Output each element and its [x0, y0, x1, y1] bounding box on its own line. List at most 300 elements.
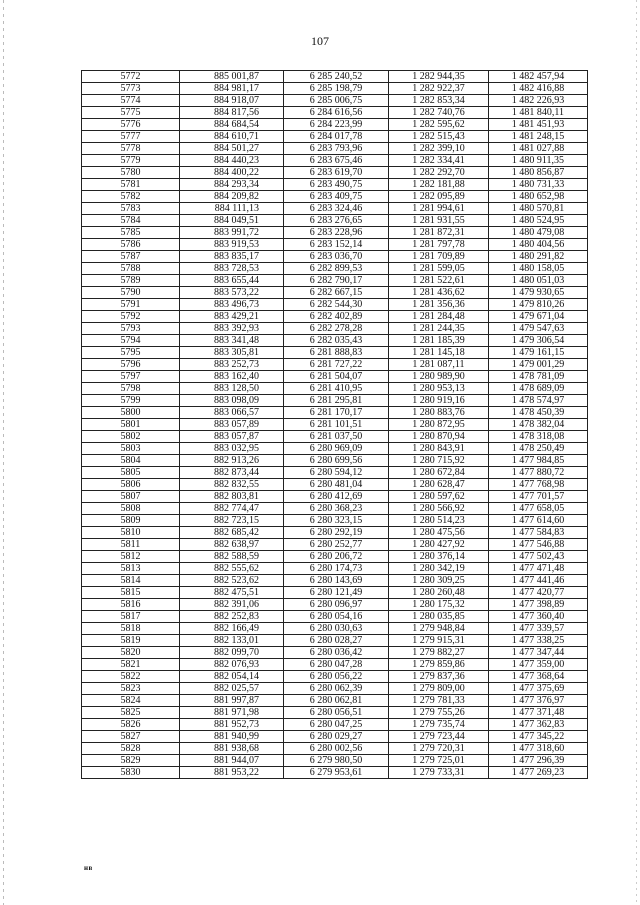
coord-y2-cell: 1 477 296,39 — [489, 755, 588, 767]
point-number-cell: 5824 — [82, 695, 180, 707]
table-row — [82, 383, 588, 395]
coord-y-cell: 6 285 240,52 — [284, 71, 389, 83]
coord-y2-cell: 1 481 840,11 — [489, 107, 588, 119]
coord-y-cell: 6 281 888,83 — [284, 347, 389, 359]
coord-x2-cell: 1 280 715,92 — [389, 455, 489, 467]
coord-x2-cell: 1 280 260,48 — [389, 587, 489, 599]
point-number-cell: 5791 — [82, 299, 180, 311]
coord-y2-cell: 1 477 880,72 — [489, 467, 588, 479]
coord-x2-cell: 1 281 284,48 — [389, 311, 489, 323]
coord-x-cell: 884 610,71 — [180, 131, 284, 143]
coord-y-cell: 6 280 412,69 — [284, 491, 389, 503]
coord-y2-cell: 1 477 375,69 — [489, 683, 588, 695]
table-row — [82, 431, 588, 443]
coord-x2-cell: 1 280 342,19 — [389, 563, 489, 575]
table-row — [82, 419, 588, 431]
point-number-cell: 5802 — [82, 431, 180, 443]
point-number-cell: 5773 — [82, 83, 180, 95]
point-number-cell: 5810 — [82, 527, 180, 539]
coord-y2-cell: 1 477 318,60 — [489, 743, 588, 755]
point-number-cell: 5792 — [82, 311, 180, 323]
coord-y-cell: 6 280 002,56 — [284, 743, 389, 755]
point-number-cell: 5789 — [82, 275, 180, 287]
coord-y2-cell: 1 477 269,23 — [489, 767, 588, 779]
coord-x-cell: 883 496,73 — [180, 299, 284, 311]
coord-y-cell: 6 279 953,61 — [284, 767, 389, 779]
coord-y2-cell: 1 478 318,08 — [489, 431, 588, 443]
coord-x-cell: 882 555,62 — [180, 563, 284, 575]
coord-y2-cell: 1 478 781,09 — [489, 371, 588, 383]
point-number-cell: 5813 — [82, 563, 180, 575]
table-row — [82, 143, 588, 155]
coord-y-cell: 6 280 969,09 — [284, 443, 389, 455]
coord-y-cell: 6 280 143,69 — [284, 575, 389, 587]
coord-x2-cell: 1 281 797,78 — [389, 239, 489, 251]
point-number-cell: 5818 — [82, 623, 180, 635]
table-row — [82, 311, 588, 323]
table-row — [82, 503, 588, 515]
coord-x2-cell: 1 282 740,76 — [389, 107, 489, 119]
coord-y-cell: 6 283 276,65 — [284, 215, 389, 227]
coord-x2-cell: 1 280 514,23 — [389, 515, 489, 527]
coord-y2-cell: 1 477 984,85 — [489, 455, 588, 467]
coord-x-cell: 881 952,73 — [180, 719, 284, 731]
table-row — [82, 83, 588, 95]
coord-x-cell: 882 076,93 — [180, 659, 284, 671]
coord-y2-cell: 1 477 471,48 — [489, 563, 588, 575]
point-number-cell: 5787 — [82, 251, 180, 263]
table-row — [82, 203, 588, 215]
point-number-cell: 5807 — [82, 491, 180, 503]
table-row — [82, 719, 588, 731]
coord-x2-cell: 1 281 931,55 — [389, 215, 489, 227]
point-number-cell: 5812 — [82, 551, 180, 563]
table-row — [82, 95, 588, 107]
coord-y2-cell: 1 477 362,83 — [489, 719, 588, 731]
point-number-cell: 5822 — [82, 671, 180, 683]
point-number-cell: 5829 — [82, 755, 180, 767]
coord-y-cell: 6 280 252,77 — [284, 539, 389, 551]
coord-y-cell: 6 280 699,56 — [284, 455, 389, 467]
coord-x-cell: 882 099,70 — [180, 647, 284, 659]
table-row — [82, 371, 588, 383]
point-number-cell: 5821 — [82, 659, 180, 671]
coord-x2-cell: 1 279 735,74 — [389, 719, 489, 731]
point-number-cell: 5811 — [82, 539, 180, 551]
page-number: 107 — [311, 34, 329, 48]
coord-x2-cell: 1 280 175,32 — [389, 599, 489, 611]
coord-y2-cell: 1 477 420,77 — [489, 587, 588, 599]
coord-y2-cell: 1 477 345,22 — [489, 731, 588, 743]
coord-y2-cell: 1 479 161,15 — [489, 347, 588, 359]
point-number-cell: 5826 — [82, 719, 180, 731]
coord-x2-cell: 1 282 595,62 — [389, 119, 489, 131]
table-row — [82, 479, 588, 491]
coord-x-cell: 883 392,93 — [180, 323, 284, 335]
coord-y-cell: 6 283 793,96 — [284, 143, 389, 155]
coord-y2-cell: 1 477 338,25 — [489, 635, 588, 647]
table-row — [82, 635, 588, 647]
point-number-cell: 5814 — [82, 575, 180, 587]
coord-y2-cell: 1 480 404,56 — [489, 239, 588, 251]
coord-y-cell: 6 282 402,89 — [284, 311, 389, 323]
coord-y2-cell: 1 481 451,93 — [489, 119, 588, 131]
coord-y2-cell: 1 477 376,97 — [489, 695, 588, 707]
coord-x2-cell: 1 281 356,36 — [389, 299, 489, 311]
point-number-cell: 5772 — [82, 71, 180, 83]
coord-x2-cell: 1 279 859,86 — [389, 659, 489, 671]
coord-x-cell: 885 001,87 — [180, 71, 284, 83]
table-row — [82, 359, 588, 371]
point-number-cell: 5798 — [82, 383, 180, 395]
point-number-cell: 5815 — [82, 587, 180, 599]
table-row — [82, 335, 588, 347]
coord-x-cell: 882 252,83 — [180, 611, 284, 623]
coord-x-cell: 884 293,34 — [180, 179, 284, 191]
coord-x-cell: 883 057,89 — [180, 419, 284, 431]
coord-y2-cell: 1 480 524,95 — [489, 215, 588, 227]
table-row — [82, 443, 588, 455]
coord-x2-cell: 1 281 522,61 — [389, 275, 489, 287]
coord-x2-cell: 1 282 515,43 — [389, 131, 489, 143]
coord-x2-cell: 1 282 944,35 — [389, 71, 489, 83]
coord-y2-cell: 1 477 347,44 — [489, 647, 588, 659]
coord-y-cell: 6 280 056,51 — [284, 707, 389, 719]
table-row — [82, 227, 588, 239]
coord-y-cell: 6 281 410,95 — [284, 383, 389, 395]
coord-y2-cell: 1 481 027,88 — [489, 143, 588, 155]
coord-y2-cell: 1 478 450,39 — [489, 407, 588, 419]
table-row — [82, 275, 588, 287]
coord-y-cell: 6 280 056,22 — [284, 671, 389, 683]
table-row — [82, 155, 588, 167]
coord-x2-cell: 1 280 953,13 — [389, 383, 489, 395]
coord-x2-cell: 1 279 781,33 — [389, 695, 489, 707]
table-row — [82, 167, 588, 179]
coord-y2-cell: 1 480 051,03 — [489, 275, 588, 287]
coord-x2-cell: 1 282 399,10 — [389, 143, 489, 155]
coord-y-cell: 6 281 504,07 — [284, 371, 389, 383]
point-number-cell: 5803 — [82, 443, 180, 455]
coord-y-cell: 6 280 481,04 — [284, 479, 389, 491]
coord-y-cell: 6 284 616,56 — [284, 107, 389, 119]
coord-y-cell: 6 280 323,15 — [284, 515, 389, 527]
point-number-cell: 5806 — [82, 479, 180, 491]
coord-y-cell: 6 283 152,14 — [284, 239, 389, 251]
coord-x-cell: 882 166,49 — [180, 623, 284, 635]
coord-y-cell: 6 282 544,30 — [284, 299, 389, 311]
coord-x-cell: 884 209,82 — [180, 191, 284, 203]
coord-x-cell: 883 341,48 — [180, 335, 284, 347]
point-number-cell: 5820 — [82, 647, 180, 659]
table-row — [82, 107, 588, 119]
coord-x2-cell: 1 280 883,76 — [389, 407, 489, 419]
point-number-cell: 5782 — [82, 191, 180, 203]
coord-y2-cell: 1 478 382,04 — [489, 419, 588, 431]
coord-x-cell: 883 655,44 — [180, 275, 284, 287]
coord-y-cell: 6 280 047,25 — [284, 719, 389, 731]
coord-x-cell: 882 391,06 — [180, 599, 284, 611]
table-row — [82, 407, 588, 419]
coord-y2-cell: 1 479 547,63 — [489, 323, 588, 335]
coord-x-cell: 883 252,73 — [180, 359, 284, 371]
coord-x-cell: 882 054,14 — [180, 671, 284, 683]
coord-y-cell: 6 283 324,46 — [284, 203, 389, 215]
coord-y2-cell: 1 477 768,98 — [489, 479, 588, 491]
coord-x-cell: 883 728,53 — [180, 263, 284, 275]
coord-x2-cell: 1 279 948,84 — [389, 623, 489, 635]
table-row — [82, 287, 588, 299]
point-number-cell: 5781 — [82, 179, 180, 191]
point-number-cell: 5794 — [82, 335, 180, 347]
coord-x-cell: 882 774,47 — [180, 503, 284, 515]
coord-y-cell: 6 280 594,12 — [284, 467, 389, 479]
coord-y-cell: 6 280 292,19 — [284, 527, 389, 539]
table-row — [82, 455, 588, 467]
point-number-cell: 5819 — [82, 635, 180, 647]
coord-y-cell: 6 284 223,99 — [284, 119, 389, 131]
coord-y2-cell: 1 477 360,40 — [489, 611, 588, 623]
coord-y-cell: 6 280 036,42 — [284, 647, 389, 659]
table-row — [82, 587, 588, 599]
point-number-cell: 5828 — [82, 743, 180, 755]
table-row — [82, 695, 588, 707]
coord-x2-cell: 1 279 882,27 — [389, 647, 489, 659]
coord-x-cell: 883 066,57 — [180, 407, 284, 419]
coord-x2-cell: 1 280 628,47 — [389, 479, 489, 491]
point-number-cell: 5797 — [82, 371, 180, 383]
coord-y-cell: 6 283 228,96 — [284, 227, 389, 239]
table-row — [82, 623, 588, 635]
coord-y2-cell: 1 480 158,05 — [489, 263, 588, 275]
coord-x-cell: 882 475,51 — [180, 587, 284, 599]
coordinates-table — [81, 70, 588, 779]
coord-x2-cell: 1 282 853,34 — [389, 95, 489, 107]
coord-y-cell: 6 281 170,17 — [284, 407, 389, 419]
coord-x2-cell: 1 280 566,92 — [389, 503, 489, 515]
point-number-cell: 5817 — [82, 611, 180, 623]
point-number-cell: 5809 — [82, 515, 180, 527]
coord-y-cell: 6 282 035,43 — [284, 335, 389, 347]
coord-y2-cell: 1 478 574,97 — [489, 395, 588, 407]
coord-x2-cell: 1 279 837,36 — [389, 671, 489, 683]
coord-x-cell: 883 162,40 — [180, 371, 284, 383]
coord-y-cell: 6 283 490,75 — [284, 179, 389, 191]
coord-x-cell: 882 523,62 — [180, 575, 284, 587]
table-row — [82, 575, 588, 587]
coord-y2-cell: 1 477 371,48 — [489, 707, 588, 719]
coord-x2-cell: 1 281 872,31 — [389, 227, 489, 239]
table-row — [82, 215, 588, 227]
coord-x-cell: 883 991,72 — [180, 227, 284, 239]
coord-x2-cell: 1 281 244,35 — [389, 323, 489, 335]
coord-y-cell: 6 282 790,17 — [284, 275, 389, 287]
coord-x2-cell: 1 280 475,56 — [389, 527, 489, 539]
coord-y2-cell: 1 479 306,54 — [489, 335, 588, 347]
coord-x2-cell: 1 281 709,89 — [389, 251, 489, 263]
scan-edge-right — [636, 0, 637, 905]
coord-x2-cell: 1 281 436,62 — [389, 287, 489, 299]
coord-y-cell: 6 280 054,16 — [284, 611, 389, 623]
coord-x2-cell: 1 281 185,39 — [389, 335, 489, 347]
table-row — [82, 551, 588, 563]
coord-y2-cell: 1 477 398,89 — [489, 599, 588, 611]
coord-y2-cell: 1 479 930,65 — [489, 287, 588, 299]
coord-x-cell: 882 025,57 — [180, 683, 284, 695]
coord-y-cell: 6 282 899,53 — [284, 263, 389, 275]
coord-x2-cell: 1 279 720,31 — [389, 743, 489, 755]
table-row — [82, 671, 588, 683]
table-row — [82, 347, 588, 359]
coord-y2-cell: 1 477 658,05 — [489, 503, 588, 515]
coord-x-cell: 883 032,95 — [180, 443, 284, 455]
coord-y2-cell: 1 482 457,94 — [489, 71, 588, 83]
point-number-cell: 5779 — [82, 155, 180, 167]
table-row — [82, 731, 588, 743]
table-row — [82, 119, 588, 131]
table-row — [82, 647, 588, 659]
coord-y-cell: 6 280 029,27 — [284, 731, 389, 743]
coord-y-cell: 6 280 047,28 — [284, 659, 389, 671]
table-row — [82, 659, 588, 671]
coord-y-cell: 6 280 368,23 — [284, 503, 389, 515]
coord-x-cell: 881 940,99 — [180, 731, 284, 743]
coord-x-cell: 882 913,26 — [180, 455, 284, 467]
coord-x-cell: 884 400,22 — [180, 167, 284, 179]
coord-x2-cell: 1 280 872,95 — [389, 419, 489, 431]
table-row — [82, 131, 588, 143]
coord-y-cell: 6 281 037,50 — [284, 431, 389, 443]
point-number-cell: 5776 — [82, 119, 180, 131]
coord-x-cell: 884 817,56 — [180, 107, 284, 119]
coord-y2-cell: 1 477 502,43 — [489, 551, 588, 563]
coord-x-cell: 881 997,87 — [180, 695, 284, 707]
point-number-cell: 5784 — [82, 215, 180, 227]
coord-x-cell: 882 873,44 — [180, 467, 284, 479]
coord-x-cell: 884 918,07 — [180, 95, 284, 107]
table-row — [82, 263, 588, 275]
point-number-cell: 5808 — [82, 503, 180, 515]
coord-x-cell: 883 919,53 — [180, 239, 284, 251]
coord-y2-cell: 1 480 570,81 — [489, 203, 588, 215]
point-number-cell: 5790 — [82, 287, 180, 299]
point-number-cell: 5825 — [82, 707, 180, 719]
coord-y-cell: 6 280 174,73 — [284, 563, 389, 575]
coord-y2-cell: 1 478 250,49 — [489, 443, 588, 455]
coord-y-cell: 6 281 101,51 — [284, 419, 389, 431]
coord-x2-cell: 1 282 292,70 — [389, 167, 489, 179]
coordinates-table-body — [82, 71, 588, 779]
coord-x2-cell: 1 282 922,37 — [389, 83, 489, 95]
footer-mark: нв — [84, 864, 93, 872]
coord-x-cell: 881 944,07 — [180, 755, 284, 767]
point-number-cell: 5830 — [82, 767, 180, 779]
coord-x-cell: 883 098,09 — [180, 395, 284, 407]
table-row — [82, 539, 588, 551]
coord-x-cell: 884 111,13 — [180, 203, 284, 215]
coord-x-cell: 884 501,27 — [180, 143, 284, 155]
coord-x2-cell: 1 280 870,94 — [389, 431, 489, 443]
coord-y-cell: 6 283 675,46 — [284, 155, 389, 167]
point-number-cell: 5799 — [82, 395, 180, 407]
coord-x-cell: 882 723,15 — [180, 515, 284, 527]
table-row — [82, 239, 588, 251]
coord-y2-cell: 1 482 226,93 — [489, 95, 588, 107]
table-row — [82, 395, 588, 407]
coord-y-cell: 6 280 030,63 — [284, 623, 389, 635]
coord-x2-cell: 1 281 087,11 — [389, 359, 489, 371]
coord-x-cell: 883 573,22 — [180, 287, 284, 299]
coord-x2-cell: 1 280 427,92 — [389, 539, 489, 551]
point-number-cell: 5778 — [82, 143, 180, 155]
coord-x2-cell: 1 281 145,18 — [389, 347, 489, 359]
coord-x-cell: 883 305,81 — [180, 347, 284, 359]
point-number-cell: 5783 — [82, 203, 180, 215]
point-number-cell: 5827 — [82, 731, 180, 743]
coord-y2-cell: 1 479 001,29 — [489, 359, 588, 371]
coord-y2-cell: 1 477 701,57 — [489, 491, 588, 503]
coord-y-cell: 6 280 062,39 — [284, 683, 389, 695]
table-row — [82, 251, 588, 263]
coord-y-cell: 6 283 619,70 — [284, 167, 389, 179]
coord-y2-cell: 1 477 584,83 — [489, 527, 588, 539]
point-number-cell: 5777 — [82, 131, 180, 143]
coord-x2-cell: 1 280 597,62 — [389, 491, 489, 503]
coord-y-cell: 6 281 727,22 — [284, 359, 389, 371]
table-row — [82, 767, 588, 779]
table-row — [82, 179, 588, 191]
coord-x2-cell: 1 280 376,14 — [389, 551, 489, 563]
point-number-cell: 5786 — [82, 239, 180, 251]
coord-y2-cell: 1 480 652,98 — [489, 191, 588, 203]
table-row — [82, 755, 588, 767]
point-number-cell: 5780 — [82, 167, 180, 179]
coord-y2-cell: 1 477 368,64 — [489, 671, 588, 683]
table-row — [82, 743, 588, 755]
coord-x-cell: 882 638,97 — [180, 539, 284, 551]
coord-x2-cell: 1 279 723,44 — [389, 731, 489, 743]
coord-y2-cell: 1 477 441,46 — [489, 575, 588, 587]
point-number-cell: 5788 — [82, 263, 180, 275]
table-row — [82, 323, 588, 335]
table-row — [82, 599, 588, 611]
table-row — [82, 299, 588, 311]
point-number-cell: 5775 — [82, 107, 180, 119]
coord-y-cell: 6 280 028,27 — [284, 635, 389, 647]
table-row — [82, 611, 588, 623]
table-row — [82, 707, 588, 719]
coord-y-cell: 6 284 017,78 — [284, 131, 389, 143]
point-number-cell: 5795 — [82, 347, 180, 359]
coord-x-cell: 884 684,54 — [180, 119, 284, 131]
coord-x2-cell: 1 282 334,41 — [389, 155, 489, 167]
coord-x2-cell: 1 279 755,26 — [389, 707, 489, 719]
coord-y-cell: 6 282 667,15 — [284, 287, 389, 299]
point-number-cell: 5800 — [82, 407, 180, 419]
coord-y-cell: 6 282 278,28 — [284, 323, 389, 335]
point-number-cell: 5823 — [82, 683, 180, 695]
table-row — [82, 527, 588, 539]
coord-y2-cell: 1 477 359,00 — [489, 659, 588, 671]
table-row — [82, 467, 588, 479]
coord-x2-cell: 1 281 994,61 — [389, 203, 489, 215]
coord-y-cell: 6 283 036,70 — [284, 251, 389, 263]
coord-x2-cell: 1 279 725,01 — [389, 755, 489, 767]
scan-edge-left — [3, 0, 4, 905]
coord-x2-cell: 1 280 672,84 — [389, 467, 489, 479]
table-row — [82, 491, 588, 503]
coord-y2-cell: 1 480 856,87 — [489, 167, 588, 179]
